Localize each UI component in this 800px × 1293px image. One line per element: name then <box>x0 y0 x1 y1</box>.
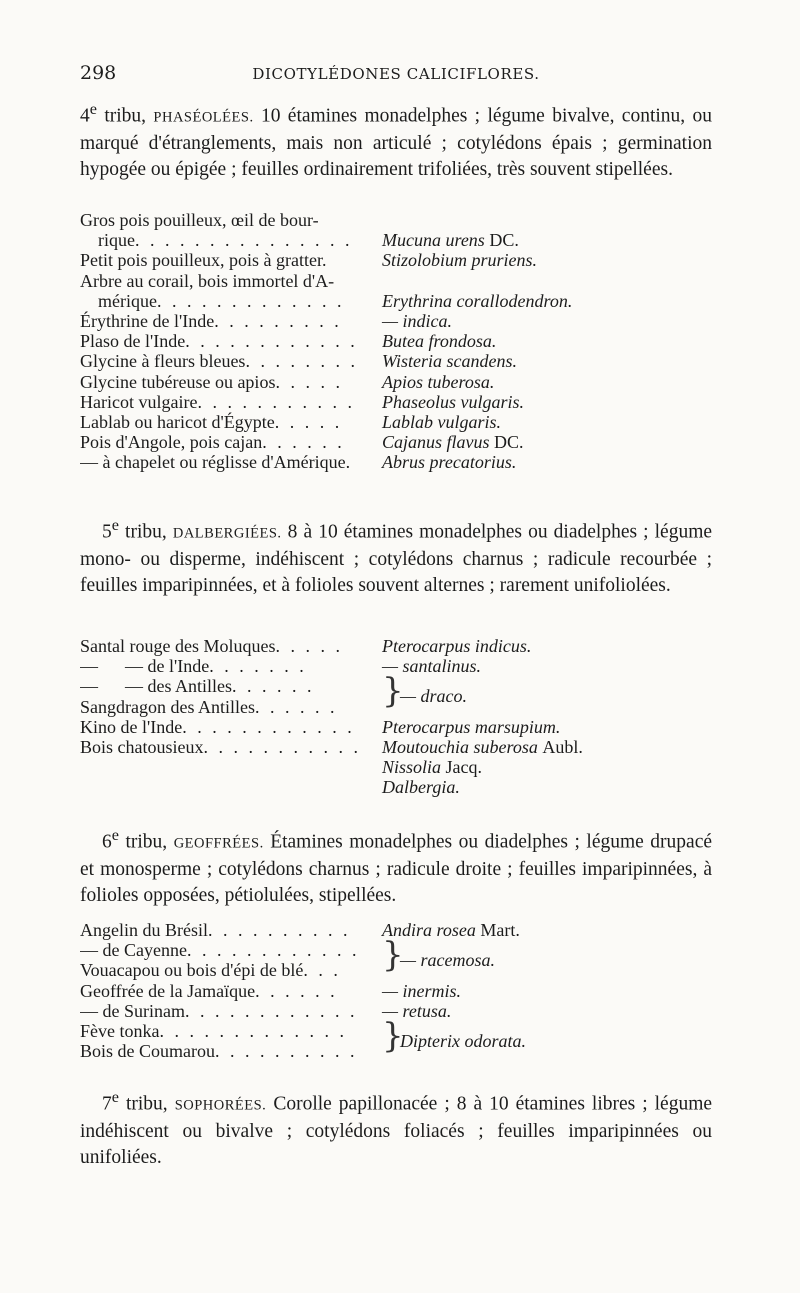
tribe-4-sup: e <box>89 100 97 118</box>
common-name: Arbre au corail, bois immortel d'A- <box>80 270 335 291</box>
latin-name: Dalbergia. <box>382 777 460 798</box>
leader-dots: . . . . . . . . . . . . <box>185 331 358 352</box>
author: Mart. <box>480 920 520 940</box>
author: Jacq. <box>445 757 483 778</box>
latin-text: Cajanus flavus <box>382 432 490 453</box>
common-name <box>80 351 365 372</box>
brace-glyph: } <box>382 671 404 711</box>
leader-dots: . . . . . . . . . . . . <box>186 940 360 961</box>
latin-name: Phaseolus vulgaris. <box>382 391 524 412</box>
leader-dots: . . . . . <box>275 371 343 392</box>
common-text: — — de l'Inde <box>80 656 210 677</box>
common-text: Glycine à fleurs bleues <box>80 351 246 372</box>
latin-name: Pterocarpus indicus. <box>382 636 532 656</box>
list-item <box>80 452 712 472</box>
common-text: Pois d'Angole, pois cajan <box>80 432 263 453</box>
common-text: — de Cayenne <box>80 940 187 961</box>
tribe-4-description: 10 étamines monadelphes ; légume bivalve, continu, ou marqué d'étranglements, mais non articulé ; cotylédons épais ; germination hypogée ou épigée ; feuilles ordinairement trifoliées, très souvent stipellées. <box>80 105 713 180</box>
latin-name <box>382 737 583 758</box>
common-name <box>98 230 365 251</box>
leader-dots: . . . . . <box>275 636 343 656</box>
tribe-6-word: tribu, <box>125 831 168 853</box>
leader-dots: . . . . . . . . . . . . <box>185 1000 358 1021</box>
leader-dots: . . . . . . . . . . <box>215 1041 358 1062</box>
author: DC. <box>494 432 524 453</box>
leader-dots: . . . . . . . . . . . . . <box>159 1020 347 1041</box>
common-name <box>80 717 365 738</box>
latin-text: Nissolia <box>382 757 442 778</box>
common-text: Plaso de l'Inde <box>80 331 186 352</box>
list-item <box>80 271 712 291</box>
running-head: DICOTYLÉDONES CALICIFLORES. <box>252 65 540 83</box>
common-text: rique <box>98 230 135 251</box>
common-text: Fève tonka <box>80 1020 160 1041</box>
latin-name: Lablab vulgaris. <box>382 411 502 432</box>
latin-name: Abrus precatorius. <box>382 452 517 473</box>
leader-dots: . . . . . . <box>232 676 315 697</box>
common-name: — à chapelet ou réglisse d'Amérique. <box>80 452 351 473</box>
tribe-6-paragraph <box>80 823 712 908</box>
common-name <box>80 676 365 697</box>
tribe-6-species-list <box>80 920 712 1061</box>
list-item <box>80 230 712 250</box>
tribe-7-word: tribu, <box>125 1093 168 1115</box>
leader-dots: . . . . . . . <box>209 656 307 677</box>
common-text: Geoffrée de la Jamaïque <box>80 980 256 1001</box>
tribe-6-name: GEOFFRÉES. <box>173 835 264 852</box>
tribe-7-description: Corolle papillonacée ; 8 à 10 étamines libres ; légume indéhiscent ou bivalve ; cotylédons foliacés ; feuilles imparipinnées ou unifoliées. <box>80 1093 713 1168</box>
common-name <box>80 636 365 657</box>
leader-dots: . . . . . . . . . <box>214 310 342 331</box>
common-name <box>80 372 365 393</box>
latin-text: Andira rosea <box>382 920 476 940</box>
common-text: Kino de l'Inde <box>80 716 183 737</box>
tribe-5-word: tribu, <box>125 521 167 543</box>
common-name <box>80 697 365 718</box>
brace-latin-name: — draco. <box>400 686 467 706</box>
tribe-5-name: DALBERGIÉES. <box>172 525 282 542</box>
latin-name: — inermis. <box>382 980 462 1001</box>
leader-dots: . . . . . . . . . . . . . <box>156 290 345 311</box>
list-item <box>80 981 712 1001</box>
latin-name: Stizolobium pruriens. <box>382 250 538 271</box>
leader-dots: . . . . . . . . . . . <box>197 391 355 412</box>
leader-dots: . . . . . . <box>255 980 338 1001</box>
list-item <box>80 777 712 797</box>
list-item <box>80 311 712 331</box>
tribe-6-sup: e <box>111 826 119 844</box>
common-name <box>80 656 365 677</box>
common-name <box>80 1021 365 1042</box>
list-item <box>80 372 712 392</box>
common-name <box>80 1001 365 1022</box>
common-name <box>80 737 365 758</box>
common-text: Bois de Coumarou <box>80 1041 215 1062</box>
common-name <box>80 432 365 453</box>
brace-latin-name: — racemosa. <box>400 950 495 970</box>
common-name <box>80 392 365 413</box>
brace-glyph: } <box>382 935 404 975</box>
common-text: Sangdragon des Antilles <box>80 696 255 717</box>
latin-name: Erythrina corallodendron. <box>382 290 573 311</box>
latin-name <box>382 432 524 453</box>
brace-latin-name: Dipterix odorata. <box>400 1031 526 1051</box>
latin-name: Wisteria scandens. <box>382 351 517 372</box>
list-item <box>80 351 712 371</box>
latin-name: Pterocarpus marsupium. <box>382 716 561 737</box>
latin-text: Moutouchia suberosa <box>382 736 538 757</box>
list-item <box>80 392 712 412</box>
tribe-6-description: Étamines monadelphes ou diadelphes ; légume drupacé et monosperme ; cotylédons charnus ; radicule droite ; feuilles imparipinnées, à folioles opposées, pétiolulées, stipellées. <box>80 831 713 906</box>
tribe-5-description: 8 à 10 étamines monadelphes ou diadelphes ; légume mono- ou disperme, indéhiscent ; cotylédons charnus ; radicule recourbée ; feuilles imparipinnées, et à folioles souvent alternes ; rarement unifoliolées. <box>80 521 713 596</box>
common-name <box>98 291 365 312</box>
list-item <box>80 291 712 311</box>
common-name <box>80 412 365 433</box>
latin-name <box>382 230 519 251</box>
latin-name: — indica. <box>382 310 452 331</box>
list-item <box>80 757 712 777</box>
leader-dots: . . . . . . . . . . . . . . . <box>134 230 353 251</box>
common-text: — — des Antilles <box>80 676 232 697</box>
tribe-7-sup: e <box>111 1088 119 1106</box>
tribe-7-name: SOPHORÉES. <box>174 1097 267 1114</box>
common-text: Glycine tubéreuse ou apios <box>80 371 276 392</box>
leader-dots: . . . <box>303 960 341 981</box>
common-name: Petit pois pouilleux, pois à gratter. <box>80 250 327 271</box>
leader-dots: . . . . . <box>274 411 343 432</box>
tribe-4-number: 4 <box>80 105 90 127</box>
leader-dots: . . . . . . . . . . . . <box>182 716 355 737</box>
list-item <box>80 432 712 452</box>
leader-dots: . . . . . . <box>254 696 338 717</box>
common-text: Angelin du Brésil <box>80 920 208 940</box>
latin-name: Apios tuberosa. <box>382 371 495 392</box>
leader-dots: . . . . . . . . . . <box>208 920 351 940</box>
common-name <box>80 940 365 961</box>
latin-name <box>382 757 482 778</box>
common-name: Gros pois pouilleux, œil de bour- <box>80 210 319 230</box>
common-text: mérique <box>98 290 157 311</box>
tribe-5-species-list <box>80 636 712 798</box>
common-name <box>80 331 365 352</box>
common-text: Haricot vulgaire <box>80 391 198 412</box>
common-name <box>80 311 365 332</box>
tribe-4-word: tribu, <box>104 105 147 127</box>
page-number: 298 <box>80 62 117 84</box>
author: Aubl. <box>542 736 583 757</box>
common-text: Santal rouge des Moluques <box>80 636 276 656</box>
latin-name: Butea frondosa. <box>382 331 497 352</box>
tribe-4-paragraph <box>80 97 712 182</box>
common-name <box>80 981 365 1002</box>
common-text: Lablab ou haricot d'Égypte <box>80 411 275 432</box>
list-item <box>80 210 712 230</box>
list-item <box>80 331 712 351</box>
common-text: Érythrine de l'Inde <box>80 310 215 331</box>
latin-name: — santalinus. <box>382 656 482 677</box>
list-item <box>80 717 712 737</box>
common-name <box>80 960 365 981</box>
tribe-5-sup: e <box>111 516 119 534</box>
tribe-6-number: 6 <box>102 831 112 853</box>
tribe-7-paragraph <box>80 1085 712 1170</box>
list-item <box>80 636 712 656</box>
leader-dots: . . . . . . . . . . . <box>203 736 361 757</box>
tribe-7-number: 7 <box>102 1093 112 1115</box>
list-item <box>80 737 712 757</box>
author: DC. <box>489 230 519 251</box>
brace-glyph: } <box>382 1016 404 1056</box>
common-name <box>80 1041 365 1062</box>
list-item <box>80 412 712 432</box>
tribe-4-name: PHASÉOLÉES. <box>153 109 254 126</box>
page-header <box>80 62 712 92</box>
tribe-4-species-list <box>80 210 712 472</box>
latin-name: — retusa. <box>382 1000 452 1021</box>
list-item <box>80 250 712 270</box>
common-name <box>80 920 365 941</box>
leader-dots: . . . . . . <box>262 432 345 453</box>
latin-text: Mucuna urens <box>382 230 485 251</box>
common-text: Bois chatousieux <box>80 736 204 757</box>
common-text: Vouacapou ou bois d'épi de blé <box>80 960 304 981</box>
common-text: — de Surinam <box>80 1000 185 1021</box>
tribe-5-number: 5 <box>102 521 112 543</box>
tribe-5-paragraph <box>80 513 712 598</box>
leader-dots: . . . . . . . . <box>245 351 358 372</box>
